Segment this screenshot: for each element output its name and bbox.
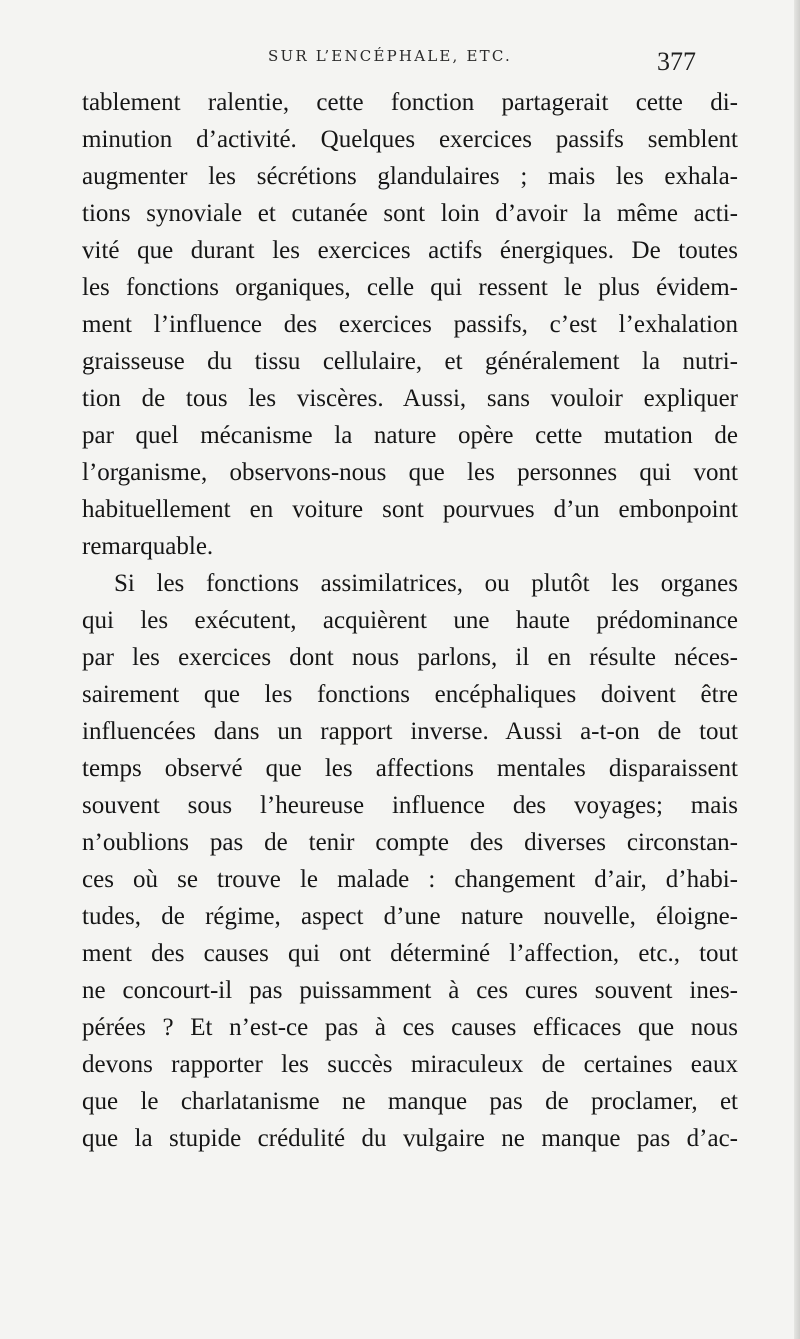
text-line: l’organisme, observons-nous que les personnes qui vont [82,459,738,486]
paragraph-1 [82,84,738,565]
text-line: n’oublions pas de tenir compte des diverses circonstan- [82,829,738,856]
text-line: devons rapporter les succès miraculeux de certaines eaux [82,1051,738,1078]
text-line: tudes, de régime, aspect d’une nature nouvelle, éloigne- [82,903,738,930]
text-line: les fonctions organiques, celle qui ressent le plus évidem- [82,274,738,301]
text-line: pérées ? Et n’est-ce pas à ces causes efficaces que nous [82,1014,738,1041]
text-line: remarquable. [82,533,214,560]
text-line: minution d’activité. Quelques exercices passifs semblent [82,126,738,153]
text-line: vité que durant les exercices actifs énergiques. De toutes [82,237,738,264]
text-line: ment des causes qui ont déterminé l’affection, etc., tout [82,940,738,967]
text-line: par les exercices dont nous parlons, il en résulte néces- [82,644,738,671]
text-line: tions synoviale et cutanée sont loin d’avoir la même acti- [82,200,738,227]
text-line: que le charlatanisme ne manque pas de proclamer, et [82,1088,738,1115]
running-head [0,47,800,77]
text-line: graisseuse du tissu cellulaire, et généralement la nutri- [82,348,738,375]
paragraph-2 [82,565,738,1157]
text-line: que la stupide crédulité du vulgaire ne manque pas d’ac- [82,1125,738,1152]
text-line: souvent sous l’heureuse influence des voyages; mais [82,792,738,819]
text-line: influencées dans un rapport inverse. Aussi a-t-on de tout [82,718,738,745]
text-line: Si les fonctions assimilatrices, ou plutôt les organes [114,570,738,597]
text-line: habituellement en voiture sont pourvues d’un embonpoint [82,496,738,523]
running-title: SUR L’ENCÉPHALE, ETC. [268,47,512,65]
text-line: tion de tous les viscères. Aussi, sans vouloir expliquer [82,385,738,412]
text-line: ment l’influence des exercices passifs, c’est l’exhalation [82,311,738,338]
text-line: ces où se trouve le malade : changement d’air, d’habi- [82,866,738,893]
page-number: 377 [657,47,696,76]
body-text [82,84,738,1157]
text-line: ne concourt-il pas puissamment à ces cures souvent ines- [82,977,738,1004]
text-line: augmenter les sécrétions glandulaires ; mais les exhala- [82,163,738,190]
text-line: sairement que les fonctions encéphaliques doivent être [82,681,738,708]
page-edge [794,0,800,1339]
text-line: tablement ralentie, cette fonction partagerait cette di- [82,89,738,116]
text-line: par quel mécanisme la nature opère cette mutation de [82,422,738,449]
text-line: temps observé que les affections mentales disparaissent [82,755,738,782]
text-line: qui les exécutent, acquièrent une haute prédominance [82,607,738,634]
